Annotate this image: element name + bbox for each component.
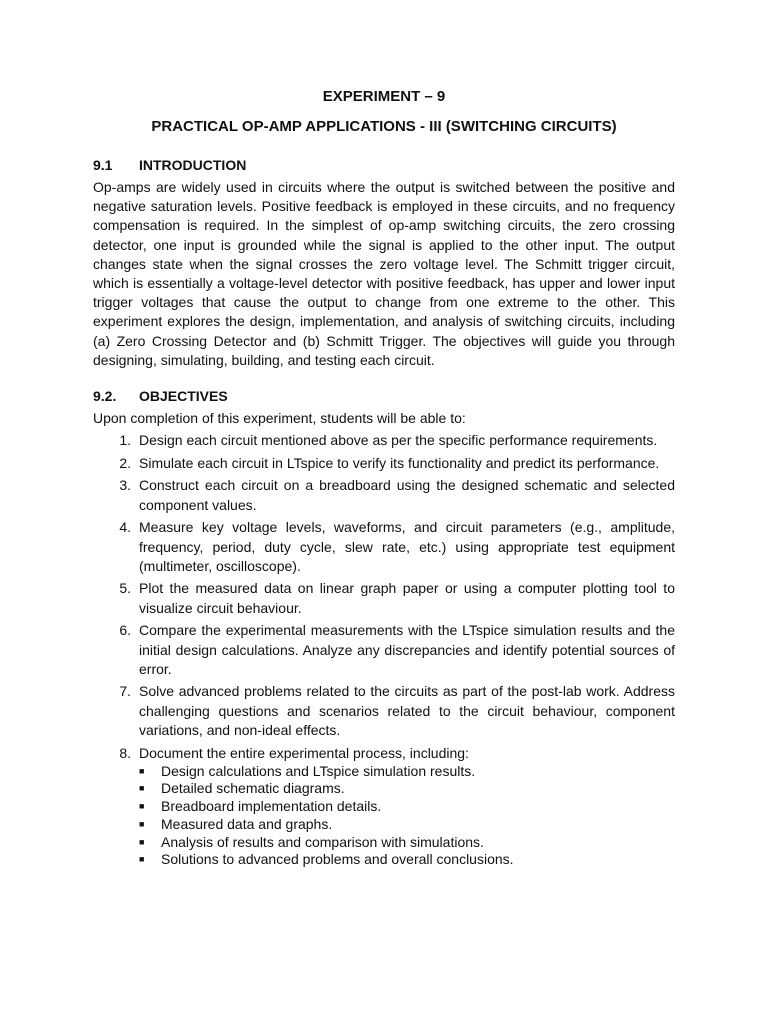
introduction-paragraph: Op-amps are widely used in circuits where the output is switched between the positive and negative saturation levels. Positive feedback is employed in these circuits, and no frequency compensation is required. In the simplest of op-amp switching circuits, the zero crossing detector, one input is grounded while the signal is applied to the other input. The output changes state when the signal crosses the zero voltage level. The Schmitt trigger circuit, which is essentially a voltage-level detector with positive feedback, has upper and lower input trigger voltages that cause the output to change from one extreme to the other. This experiment explores the design, implementation, and analysis of switching circuits, including (a) Zero Crossing Detector and (b) Schmitt Trigger. The objectives will guide you through designing, simulating, building, and testing each circuit. [93, 179, 675, 368]
objective-number: 8. [119, 744, 131, 761]
objective-number: 4. [119, 519, 131, 536]
objective-body [139, 454, 675, 473]
bullet-item [139, 851, 675, 869]
bullet-item [139, 798, 675, 816]
bullet-item [139, 763, 675, 781]
bullet-item [139, 780, 675, 798]
experiment-title: EXPERIMENT – 9 [322, 88, 446, 105]
objectives-lead: Upon completion of this experiment, students will be able to: [93, 410, 466, 427]
objective-number: 5. [119, 580, 131, 597]
introduction-heading [93, 156, 675, 175]
objective-text: Document the entire experimental process, including: [139, 744, 469, 761]
objective-body [139, 621, 675, 679]
bullet-text: Breadboard implementation details. [161, 798, 382, 815]
objectives-heading [93, 387, 675, 406]
square-bullet-icon: ■ [139, 818, 145, 829]
objective-number: 2. [119, 454, 131, 471]
objective-item [93, 518, 675, 576]
objective-item [93, 744, 675, 869]
section-title: INTRODUCTION [139, 157, 247, 173]
bullet-item [139, 816, 675, 834]
square-bullet-icon: ■ [139, 801, 145, 812]
bullet-text: Design calculations and LTspice simulation results. [161, 762, 476, 779]
objective-number: 1. [119, 432, 131, 449]
document-page [93, 87, 675, 873]
objective-body [139, 744, 675, 869]
objective-text: Measure key voltage levels, waveforms, and circuit parameters (e.g., amplitude, frequency, period, duty cycle, slew rate, etc.) using appropriate test equipment (multimeter, oscilloscope). [139, 519, 675, 574]
bullet-item [139, 834, 675, 852]
objective-text: Design each circuit mentioned above as per the specific performance requirements. [139, 432, 658, 449]
objectives-section [93, 387, 675, 869]
objective-text: Simulate each circuit in LTspice to verify its functionality and predict its performance. [139, 454, 660, 471]
objective-item [93, 431, 675, 450]
square-bullet-icon: ■ [139, 854, 145, 865]
square-bullet-icon: ■ [139, 765, 145, 776]
objective-item [93, 621, 675, 679]
bullet-text: Solutions to advanced problems and overall conclusions. [161, 851, 514, 868]
objective-number: 3. [119, 477, 131, 494]
documentation-bullet-list [139, 763, 675, 869]
objective-text: Compare the experimental measurements with the LTspice simulation results and the initial design calculations. Analyze any discrepancies and identify potential sources of error. [139, 622, 675, 677]
objective-body [139, 579, 675, 617]
introduction-section [93, 156, 675, 370]
objectives-list [93, 431, 675, 869]
objective-text: Construct each circuit on a breadboard using the designed schematic and selected component values. [139, 477, 675, 513]
bullet-text: Analysis of results and comparison with simulations. [161, 833, 484, 850]
section-number: 9.2. [93, 388, 117, 405]
bullet-text: Measured data and graphs. [161, 815, 333, 832]
objective-text: Solve advanced problems related to the circuits as part of the post-lab work. Address challenging questions and scenarios related to the circuit behaviour, component variations, and non-ideal effects. [139, 683, 675, 738]
objective-body [139, 682, 675, 740]
bullet-text: Detailed schematic diagrams. [161, 780, 345, 797]
objective-text: Plot the measured data on linear graph paper or using a computer plotting tool to visualize circuit behaviour. [139, 580, 675, 616]
objective-body [139, 518, 675, 576]
objective-item [93, 579, 675, 617]
objective-number: 6. [119, 622, 131, 639]
objective-body [139, 431, 675, 450]
objective-body [139, 476, 675, 514]
section-number: 9.1 [93, 157, 113, 173]
experiment-subtitle: PRACTICAL OP-AMP APPLICATIONS - III (SWITCHING CIRCUITS) [151, 118, 617, 135]
objective-number: 7. [119, 683, 131, 700]
objective-item [93, 682, 675, 740]
square-bullet-icon: ■ [139, 836, 145, 847]
square-bullet-icon: ■ [139, 783, 145, 794]
objective-item [93, 476, 675, 514]
section-title: OBJECTIVES [139, 388, 228, 405]
objective-item [93, 454, 675, 473]
